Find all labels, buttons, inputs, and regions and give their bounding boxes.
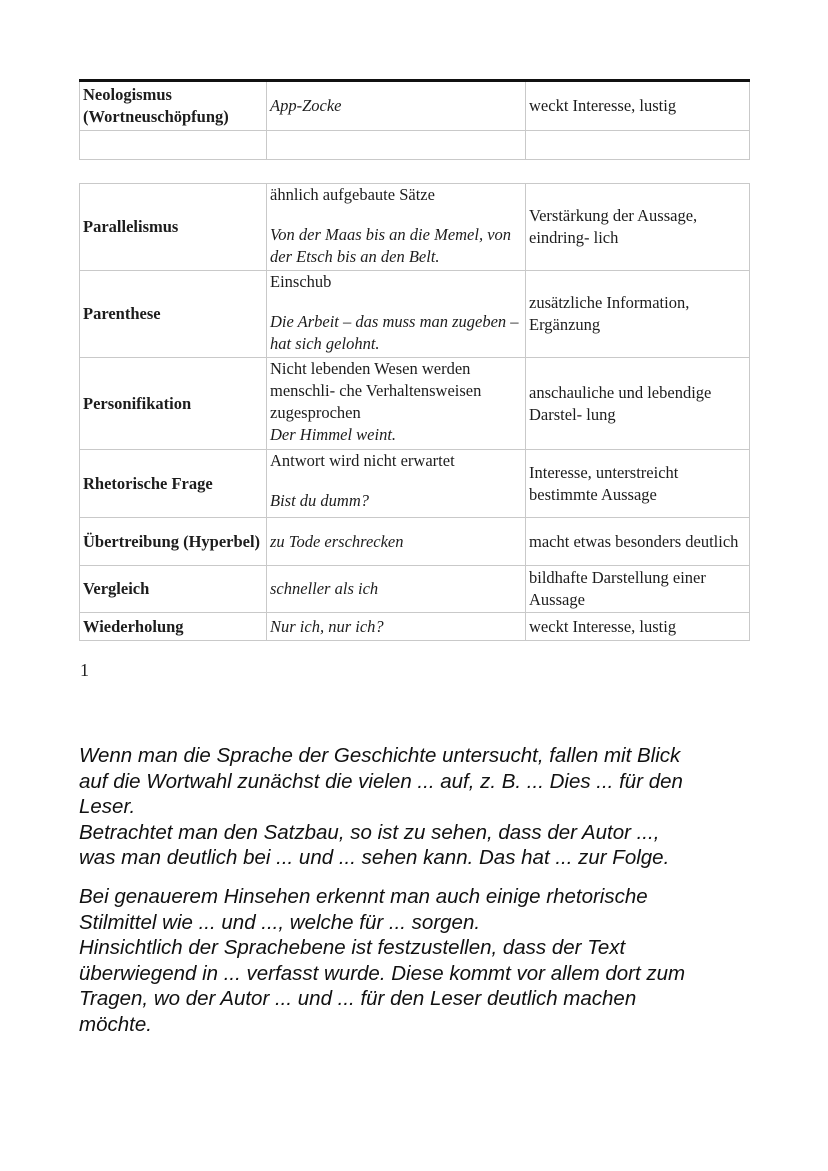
table-row [80,81,750,131]
page-number: 1 [80,660,89,680]
effect-cell: anschauliche und lebendige Darstel- lung [526,358,750,450]
table-row [80,518,750,566]
text-line: Bei genauerem Hinsehen erkennt man auch einige rhetorische [79,885,648,908]
text-line: Leser. [79,795,136,818]
analysis-paragraph-1 [79,743,759,871]
term-cell: Wiederholung [80,613,267,641]
example-text: Von der Maas bis an die Memel, von der Etsch bis an den Belt. [270,225,512,266]
text-line: Tragen, wo der Autor ... und ... für den Leser deutlich machen [79,987,637,1010]
example-cell [267,131,526,160]
stylistic-devices-table-top [79,79,750,160]
definition-example-cell [267,358,526,450]
text-line: möchte. [79,1012,152,1036]
table-row [80,131,750,160]
definition-example-cell [267,450,526,518]
stylistic-devices-table [79,183,750,641]
text-line: überwiegend in ... verfasst wurde. Diese kommt vor allem dort zum [79,961,686,985]
analysis-paragraph-2 [79,884,759,1037]
text-line: auf die Wortwahl zunächst die vielen ... auf, z. B. ... Dies ... für den [79,769,683,793]
example-text: Bist du dumm? [270,491,369,510]
table-row [80,450,750,518]
term-cell: Vergleich [80,566,267,613]
table-row [80,566,750,613]
text-line: was man deutlich bei ... und ... sehen kann. Das hat ... zur Folge. [79,846,670,869]
example-cell: zu Tode erschrecken [267,518,526,566]
definition-text: Nicht lebenden Wesen werden menschli- che Verhaltensweisen zugesprochen [270,359,482,422]
table-row [80,271,750,358]
effect-cell: Verstärkung der Aussage, eindring- lich [526,184,750,271]
term-cell: Übertreibung (Hyperbel) [80,518,267,566]
definition-text: ähnlich aufgebaute Sätze [270,185,435,204]
table-row [80,613,750,641]
example-cell: Nur ich, nur ich? [267,613,526,641]
term-cell [80,131,267,160]
definition-example-cell [267,271,526,358]
table-row [80,184,750,271]
effect-cell: weckt Interesse, lustig [526,613,750,641]
definition-text: Einschub [270,272,332,291]
table-row [80,358,750,450]
definition-example-cell [267,184,526,271]
term-cell: Parallelismus [80,184,267,271]
effect-cell: bildhafte Darstellung einer Aussage [526,566,750,613]
effect-cell: zusätzliche Information, Ergänzung [526,271,750,358]
example-cell: App-Zocke [267,81,526,131]
effect-cell [526,131,750,160]
effect-cell: Interesse, unterstreicht bestimmte Aussage [526,450,750,518]
text-line: Stilmittel wie ... und ..., welche für ... sorgen. [79,910,481,934]
term-cell: Personifikation [80,358,267,450]
example-cell: schneller als ich [267,566,526,613]
definition-text: Antwort wird nicht erwartet [270,451,455,470]
example-text: Die Arbeit – das muss man zugeben – hat sich gelohnt. [270,312,519,353]
term-cell: Rhetorische Frage [80,450,267,518]
term-cell: Neologismus (Wortneuschöpfung) [80,81,267,131]
effect-cell: weckt Interesse, lustig [526,81,750,131]
example-text: Der Himmel weint. [270,425,397,444]
text-line: Hinsichtlich der Sprachebene ist festzustellen, dass der Text [79,936,626,959]
text-line: Wenn man die Sprache der Geschichte untersucht, fallen mit Blick [79,744,681,767]
text-line: Betrachtet man den Satzbau, so ist zu sehen, dass der Autor ..., [79,820,660,844]
effect-cell: macht etwas besonders deutlich [526,518,750,566]
term-cell: Parenthese [80,271,267,358]
